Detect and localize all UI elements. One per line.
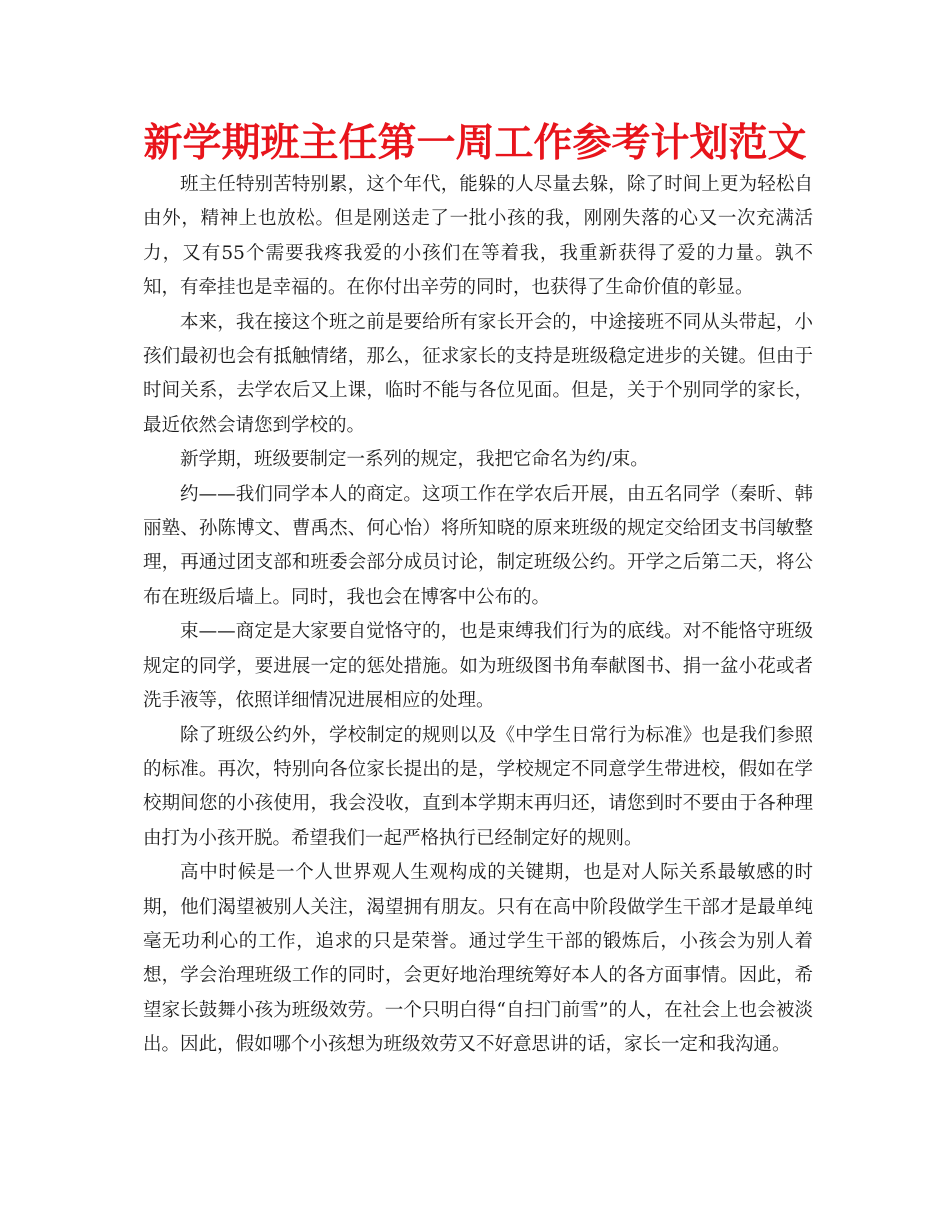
- body-paragraph: 班主任特别苦特别累，这个年代，能躲的人尽量去躲，除了时间上更为轻松自由外，精神上也放松。但是刚送走了一批小孩的我，刚刚失落的心又一次充满活力，又有55个需要我疼我爱的小孩们在等着我，我重新获得了爱的力量。孰不知，有牵挂也是幸福的。在你付出辛劳的同时，也获得了生命价值的彰显。: [143, 174, 813, 299]
- document-body: [143, 168, 813, 1063]
- body-paragraph: 本来，我在接这个班之前是要给所有家长开会的，中途接班不同从头带起，小孩们最初也会有抵触情绪，那么，征求家长的支持是班级稳定进步的关键。但由于时间关系，去学农后又上课，临时不能与各位见面。但是，关于个别同学的家长，最近依然会请您到学校的。: [143, 311, 813, 436]
- body-paragraph: 高中时候是一个人世界观人生观构成的关键期，也是对人际关系最敏感的时期，他们渴望被别人关注，渴望拥有朋友。只有在高中阶段做学生干部才是最单纯毫无功利心的工作，追求的只是荣誉。通过学生干部的锻炼后，小孩会为别人着想，学会治理班级工作的同时，会更好地治理统筹好本人的各方面事情。因此，希望家长鼓舞小孩为班级效劳。一个只明白得“自扫门前雪”的人，在社会上也会被淡出。因此，假如哪个小孩想为班级效劳又不好意思讲的话，家长一定和我沟通。: [143, 862, 813, 1056]
- document-title: 新学期班主任第一周工作参考计划范文: [143, 121, 807, 166]
- body-paragraph: 新学期，班级要制定一系列的规定，我把它命名为约/束。: [180, 449, 649, 471]
- body-paragraph: 约——我们同学本人的商定。这项工作在学农后开展，由五名同学（秦昕、韩丽塾、孙陈博文、曹禹杰、何心怡）将所知晓的原来班级的规定交给团支书闫敏整理，再通过团支部和班委会部分成员讨论，制定班级公约。开学之后第二天，将公布在班级后墙上。同时，我也会在博客中公布的。: [143, 483, 813, 608]
- body-paragraph: 束——商定是大家要自觉恪守的，也是束缚我们行为的底线。对不能恪守班级规定的同学，要进展一定的惩处措施。如为班级图书角奉献图书、捐一盆小花或者洗手液等，依照详细情况进展相应的处理。: [143, 621, 813, 712]
- body-paragraph: 除了班级公约外，学校制定的规则以及《中学生日常行为标准》也是我们参照的标准。再次，特别向各位家长提出的是，学校规定不同意学生带进校，假如在学校期间您的小孩使用，我会没收，直到本学期末再归还，请您到时不要由于各种理由打为小孩开脱。希望我们一起严格执行已经制定好的规则。: [143, 724, 813, 849]
